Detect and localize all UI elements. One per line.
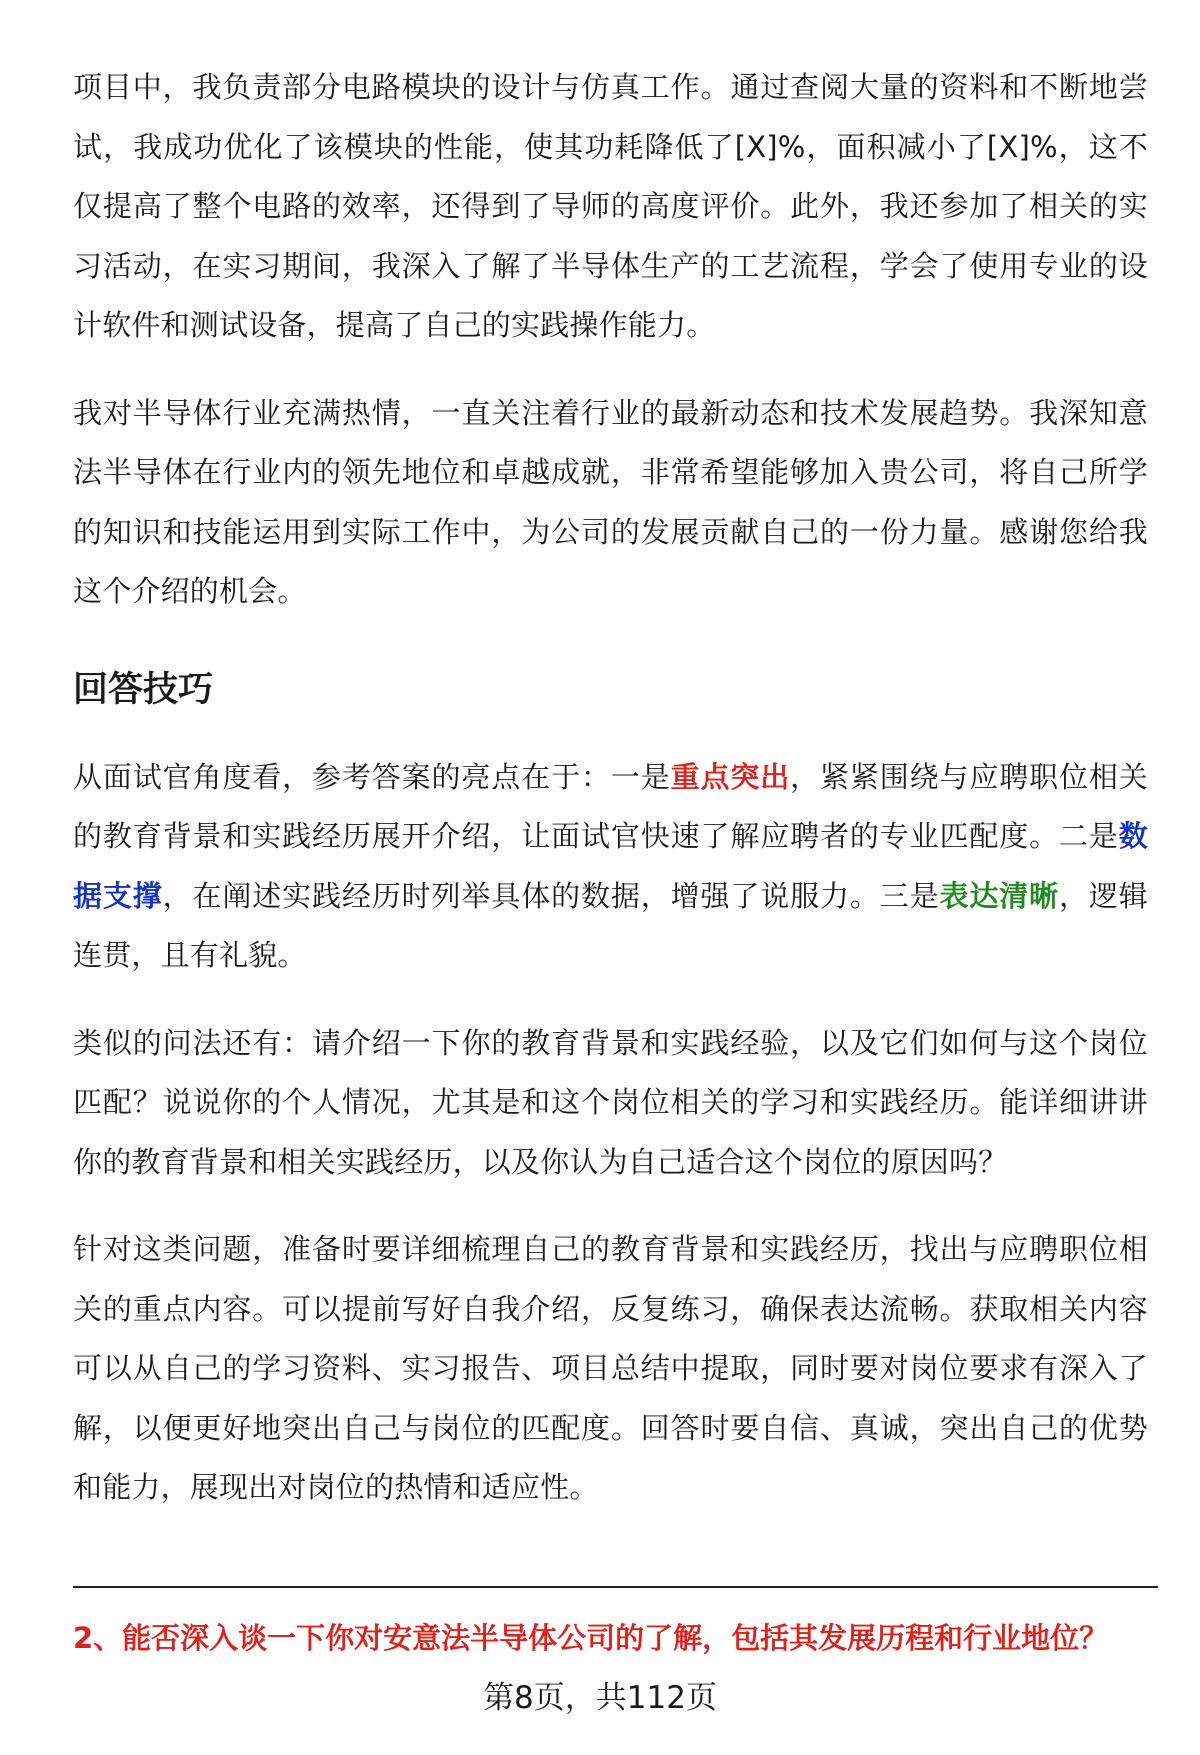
section-heading: 回答技巧: [73, 669, 214, 710]
paragraph-motivation: 我对半导体行业充满热情，一直关注着行业的最新动态和技术发展趋势。我深知意法半导体在行业内的领先地位和卓越成就，非常希望能够加入贵公司，将自己所学的知识和技能运用到实际工作中，为公司的发展贡献自己的一份力量。感谢您给我这个介绍的机会。: [73, 395, 1148, 608]
highlight-clear-expression: 表达清晰: [939, 878, 1060, 913]
highlight-data-support: 数据支撑: [73, 819, 1148, 913]
paragraph-project-experience: 项目中，我负责部分电路模块的设计与仿真工作。通过查阅大量的资料和不断地尝试，我成功优化了该模块的性能，使其功耗降低了[X]%，面积减小了[X]%，这不仅提高了整个电路的效率，还得到了导师的高度评价。此外，我还参加了相关的实习活动，在实习期间，我深入了解了半导体生产的工艺流程，学会了使用专业的设计软件和测试设备，提高了自己的实践操作能力。: [73, 70, 1148, 342]
next-question-title: 2、能否深入谈一下你对安意法半导体公司的了解，包括其发展历程和行业地位？: [73, 1621, 1109, 1655]
tips-text-2: ，紧紧围绕与应聘职位相关的教育背景和实践经历展开介绍，让面试官快速了解应聘者的专业匹配度。二是: [73, 759, 1148, 853]
document-body: [73, 58, 1148, 1546]
paragraph-similar-questions: 类似的问法还有：请介绍一下你的教育背景和实践经验，以及它们如何与这个岗位匹配？说说你的个人情况，尤其是和这个岗位相关的学习和实践经历。能详细讲讲你的教育背景和相关实践经历，以及你认为自己适合这个岗位的原因吗？: [73, 1025, 1148, 1179]
paragraph-preparation-advice: 针对这类问题，准备时要详细梳理自己的教育背景和实践经历，找出与应聘职位相关的重点内容。可以提前写好自我介绍，反复练习，确保表达流畅。获取相关内容可以从自己的学习资料、实习报告、项目总结中提取，同时要对岗位要求有深入了解，以便更好地突出自己与岗位的匹配度。回答时要自信、真诚，突出自己的优势和能力，展现出对岗位的热情和适应性。: [73, 1232, 1148, 1504]
tips-text-1: 从面试官角度看，参考答案的亮点在于：一是: [73, 759, 671, 794]
tips-text-4: ，逻辑连贯，且有礼貌。: [73, 878, 1148, 972]
page-footer: 第8页，共112页: [483, 1680, 717, 1716]
highlight-key-points: 重点突出: [670, 759, 791, 794]
paragraph-answer-tips: [73, 748, 1148, 986]
section-divider: [73, 1586, 1158, 1588]
tips-text-3: ，在阐述实践经历时列举具体的数据，增强了说服力。三是: [162, 878, 940, 913]
